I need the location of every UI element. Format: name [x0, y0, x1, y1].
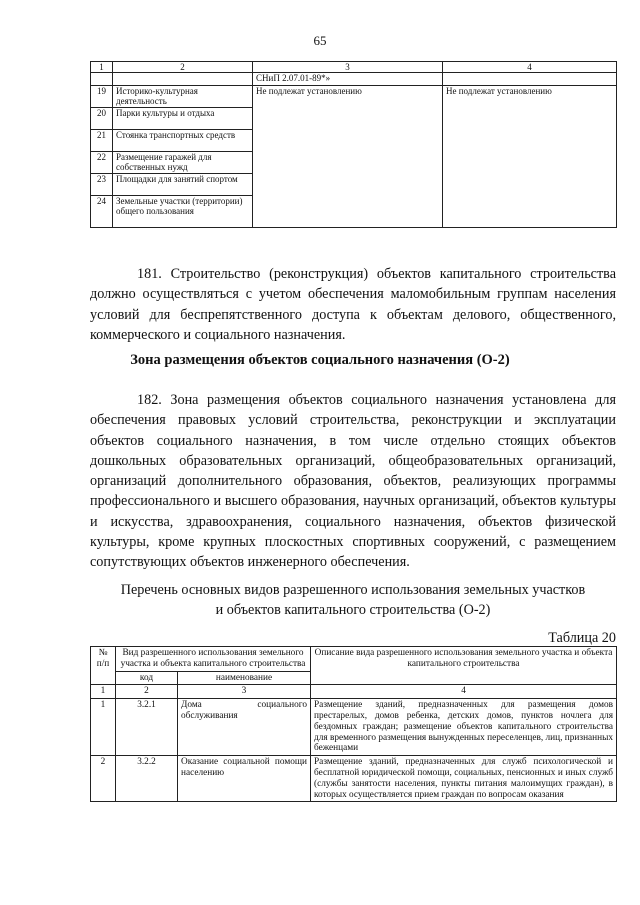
row-name: Стоянка транспортных средств: [113, 130, 253, 152]
header-cell: 1: [91, 62, 113, 73]
col3-value: Не подлежат установлению: [253, 86, 443, 228]
table-header-row: [91, 647, 617, 672]
header-kind: Вид разрешенного использования земельного участка и объекта капитального строительства: [116, 647, 311, 672]
row-number: 24: [91, 196, 113, 228]
row-desc: Размещение зданий, предназначенных для служб психологической и бесплатной юридической помощи, социальных, пенсионных и иных служб (службы занятости населения, пункты питания малоимущих граждан), в которых осуществляется прием граждан по вопросам оказания: [311, 756, 617, 802]
col-number: 2: [116, 685, 178, 699]
header-cell: 2: [113, 62, 253, 73]
list-title: Перечень основных видов разрешенного использования земельных участков и объектов капитального строительства (О-2): [120, 582, 586, 618]
row-name: Дома социального обслуживания: [178, 699, 311, 756]
row-number: 1: [91, 699, 116, 756]
snip-ref: СНиП 2.07.01-89*»: [253, 73, 443, 86]
row-name: Площадки для занятий спортом: [113, 174, 253, 196]
header-num: № п/п: [91, 647, 116, 685]
header-name: наименование: [178, 671, 311, 685]
col-number: 1: [91, 685, 116, 699]
row-name: Земельные участки (территории) общего пользования: [113, 196, 253, 228]
table-label: Таблица 20: [548, 630, 616, 646]
page-number: 65: [313, 33, 327, 48]
col-number: 3: [178, 685, 311, 699]
paragraph-181: 181. Строительство (реконструкция) объектов капитального строительства должно осуществляться с учетом обеспечения маломобильным группам населения условий для беспрепятственного доступа к объектам делового, общественного, коммерческого и социального назначения.: [90, 266, 616, 343]
row-name: Размещение гаражей для собственных нужд: [113, 152, 253, 174]
row-number: 23: [91, 174, 113, 196]
row-code: 3.2.2: [116, 756, 178, 802]
row-number: 21: [91, 130, 113, 152]
row-name: Парки культуры и отдыха: [113, 108, 253, 130]
table-header-row: [91, 62, 617, 73]
table-row: [91, 86, 617, 108]
zone-heading: Зона размещения объектов социального назначения (О-2): [130, 352, 510, 368]
header-code: код: [116, 671, 178, 685]
row-desc: Размещение зданий, предназначенных для размещения домов престарелых, домов ребенка, детских домов, пунктов ночлега для бездомных граждан; размещение объектов капитального строительства для временного размещения вынужденных переселенцев, лиц, признанных беженцами: [311, 699, 617, 756]
permitted-use-table: [90, 646, 617, 802]
row-number: 20: [91, 108, 113, 130]
table-row: [91, 73, 617, 86]
header-desc: Описание вида разрешенного использования земельного участка и объекта капитального строительства: [311, 647, 617, 685]
col4-value: Не подлежат установлению: [443, 86, 617, 228]
row-number: 19: [91, 86, 113, 108]
header-cell: 4: [443, 62, 617, 73]
table-row: [91, 756, 617, 802]
col-number: 4: [311, 685, 617, 699]
row-name: Оказание социальной помощи населению: [178, 756, 311, 802]
row-number: 2: [91, 756, 116, 802]
top-continuation-table: [90, 61, 617, 228]
header-cell: 3: [253, 62, 443, 73]
table-row: [91, 699, 617, 756]
row-code: 3.2.1: [116, 699, 178, 756]
column-number-row: [91, 685, 617, 699]
row-number: 22: [91, 152, 113, 174]
paragraph-182: 182. Зона размещения объектов социального назначения установлена для обеспечения правовых условий строительства, реконструкции и эксплуатации объектов социального назначения, в том числе отдельно стоящих объектов дошкольных образовательных организаций, общеобразовательных организаций, организаций дополнительного образования, объектов, реализующих программы профессионального и высшего образования, научных организаций, объектов культуры и искусства, здравоохранения, социального назначения, объектов физической культуры, кроме крупных плоскостных спортивных сооружений, с размещением сопутствующих объектов инженерного обеспечения.: [90, 392, 616, 571]
row-name: Историко-культурная деятельность: [113, 86, 253, 108]
